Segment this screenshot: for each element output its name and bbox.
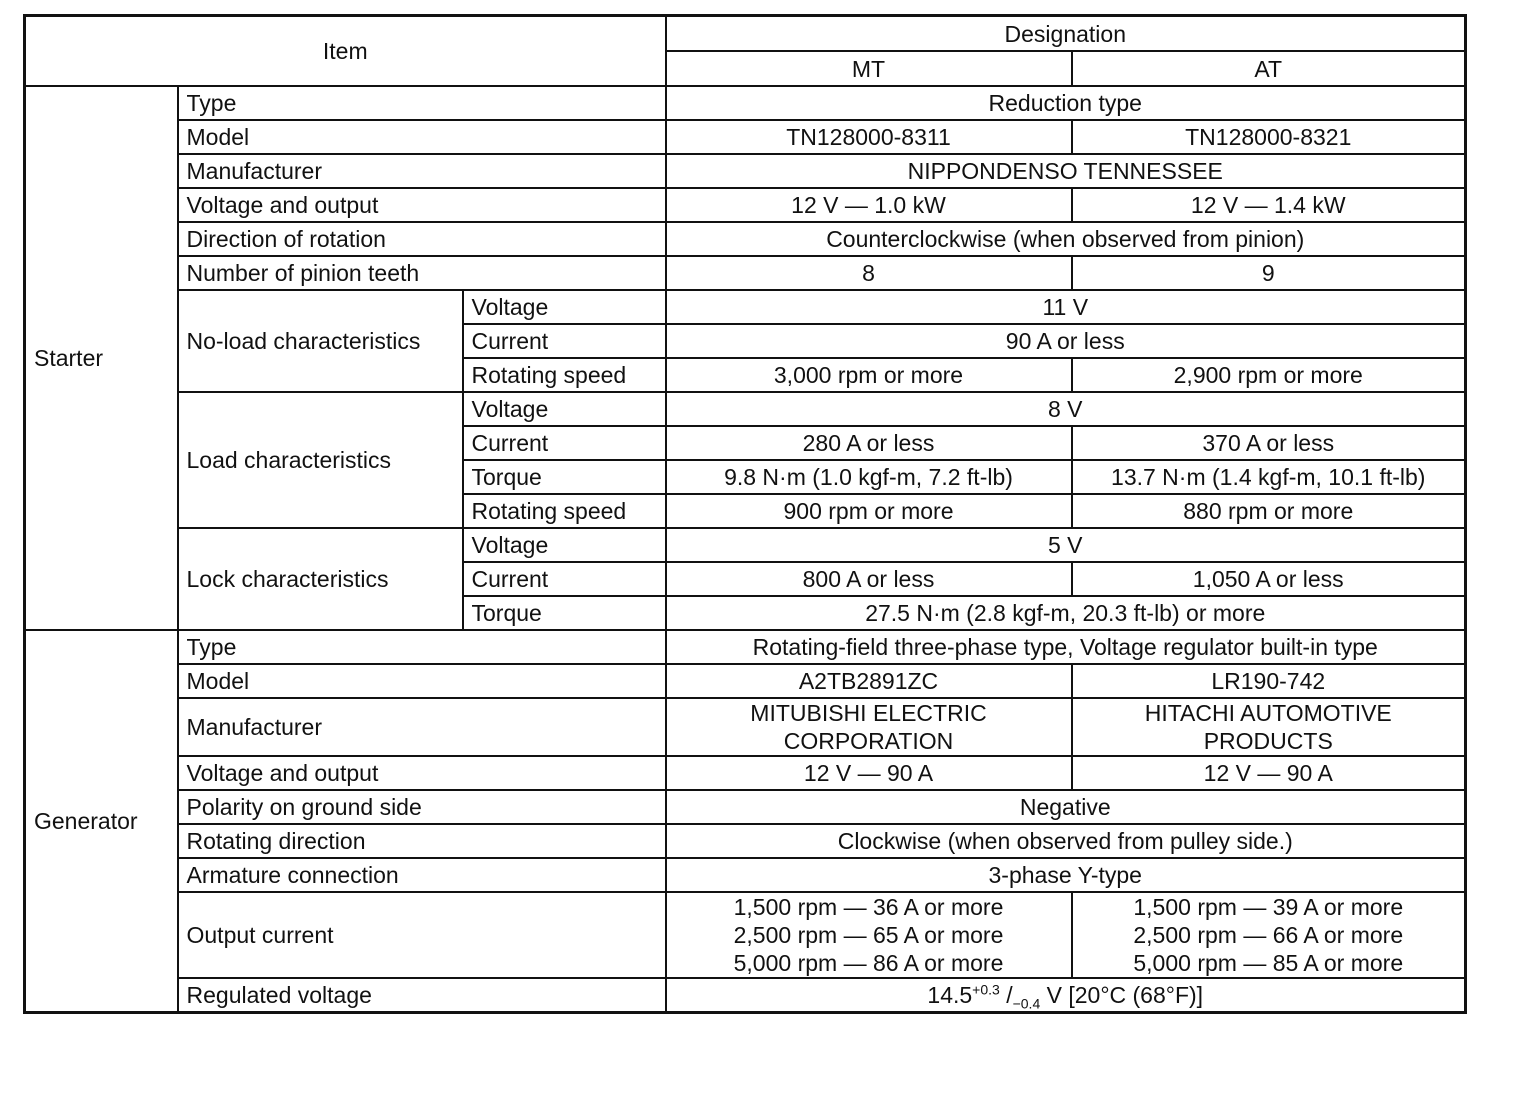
row-value: 8 V bbox=[666, 392, 1466, 426]
mt-manufacturer-line: MITUBISHI ELECTRIC bbox=[750, 700, 987, 726]
at-value: 370 A or less bbox=[1072, 426, 1466, 460]
table-row bbox=[25, 154, 1466, 188]
table-row bbox=[25, 290, 1466, 324]
table-row bbox=[25, 698, 1466, 756]
row-value: 90 A or less bbox=[666, 324, 1466, 358]
sub-label: Current bbox=[463, 426, 666, 460]
rv-sub: −0.4 bbox=[1012, 995, 1041, 1012]
table-row bbox=[25, 392, 1466, 426]
generator-label: Generator bbox=[25, 630, 178, 1013]
regulated-voltage-value bbox=[666, 978, 1466, 1013]
row-value: 5 V bbox=[666, 528, 1466, 562]
mt-value bbox=[666, 892, 1072, 978]
row-label: Type bbox=[178, 86, 666, 120]
sub-label: Voltage bbox=[463, 392, 666, 426]
sub-label: Current bbox=[463, 562, 666, 596]
table-row bbox=[25, 120, 1466, 154]
table-row bbox=[25, 892, 1466, 978]
row-label: Polarity on ground side bbox=[178, 790, 666, 824]
header-designation: Designation bbox=[666, 16, 1466, 52]
table-row bbox=[25, 664, 1466, 698]
row-label: Armature connection bbox=[178, 858, 666, 892]
rv-suffix: V [20°C (68°F)] bbox=[1040, 982, 1204, 1008]
at-value: LR190-742 bbox=[1072, 664, 1466, 698]
table-row bbox=[25, 222, 1466, 256]
row-label: Regulated voltage bbox=[178, 978, 666, 1013]
sub-label: Voltage bbox=[463, 290, 666, 324]
group-label: No-load characteristics bbox=[178, 290, 463, 392]
sub-label: Rotating speed bbox=[463, 494, 666, 528]
row-value: Counterclockwise (when observed from pinion) bbox=[666, 222, 1466, 256]
row-value: NIPPONDENSO TENNESSEE bbox=[666, 154, 1466, 188]
header-row bbox=[25, 16, 1466, 52]
row-label: Rotating direction bbox=[178, 824, 666, 858]
sub-label: Voltage bbox=[463, 528, 666, 562]
row-value: Reduction type bbox=[666, 86, 1466, 120]
table-row bbox=[25, 86, 1466, 120]
row-value: Clockwise (when observed from pulley side.) bbox=[666, 824, 1466, 858]
row-value: Rotating-field three-phase type, Voltage regulator built-in type bbox=[666, 630, 1466, 664]
row-value: Negative bbox=[666, 790, 1466, 824]
mt-output-line: 1,500 rpm — 36 A or more bbox=[733, 894, 1004, 920]
mt-value: 12 V — 1.0 kW bbox=[666, 188, 1072, 222]
mt-output-line: 2,500 rpm — 65 A or more bbox=[733, 922, 1004, 948]
at-value bbox=[1072, 698, 1466, 756]
mt-manufacturer-line: CORPORATION bbox=[783, 728, 954, 754]
table-row bbox=[25, 756, 1466, 790]
sub-label: Current bbox=[463, 324, 666, 358]
at-value: 13.7 N·m (1.4 kgf-m, 10.1 ft-lb) bbox=[1072, 460, 1466, 494]
table-row bbox=[25, 188, 1466, 222]
rv-sup: +0.3 bbox=[972, 981, 1000, 998]
at-value: 12 V — 90 A bbox=[1072, 756, 1466, 790]
at-value bbox=[1072, 892, 1466, 978]
at-value: TN128000-8321 bbox=[1072, 120, 1466, 154]
starter-label: Starter bbox=[25, 86, 178, 630]
at-value: 1,050 A or less bbox=[1072, 562, 1466, 596]
at-output-line: 5,000 rpm — 85 A or more bbox=[1133, 950, 1404, 976]
mt-output-line: 5,000 rpm — 86 A or more bbox=[733, 950, 1004, 976]
row-label: Number of pinion teeth bbox=[178, 256, 666, 290]
at-value: 2,900 rpm or more bbox=[1072, 358, 1466, 392]
mt-value: TN128000-8311 bbox=[666, 120, 1072, 154]
mt-value: 3,000 rpm or more bbox=[666, 358, 1072, 392]
row-label: Manufacturer bbox=[178, 698, 666, 756]
header-item: Item bbox=[25, 16, 666, 87]
rv-base: 14.5 bbox=[927, 982, 973, 1008]
at-value: 12 V — 1.4 kW bbox=[1072, 188, 1466, 222]
mt-value: 280 A or less bbox=[666, 426, 1072, 460]
row-label: Manufacturer bbox=[178, 154, 666, 188]
row-value: 3-phase Y-type bbox=[666, 858, 1466, 892]
row-label: Type bbox=[178, 630, 666, 664]
mt-value: 900 rpm or more bbox=[666, 494, 1072, 528]
header-at: AT bbox=[1072, 51, 1466, 86]
mt-value: 9.8 N·m (1.0 kgf-m, 7.2 ft-lb) bbox=[666, 460, 1072, 494]
at-output-line: 2,500 rpm — 66 A or more bbox=[1133, 922, 1404, 948]
group-label: Load characteristics bbox=[178, 392, 463, 528]
at-value: 880 rpm or more bbox=[1072, 494, 1466, 528]
row-label: Model bbox=[178, 120, 666, 154]
at-value: 9 bbox=[1072, 256, 1466, 290]
row-label: Output current bbox=[178, 892, 666, 978]
mt-value bbox=[666, 698, 1072, 756]
row-value: 27.5 N·m (2.8 kgf-m, 20.3 ft-lb) or more bbox=[666, 596, 1466, 630]
table-row bbox=[25, 824, 1466, 858]
row-label: Voltage and output bbox=[178, 756, 666, 790]
table-row bbox=[25, 790, 1466, 824]
table-row bbox=[25, 858, 1466, 892]
sub-label: Torque bbox=[463, 596, 666, 630]
at-manufacturer-line: HITACHI AUTOMOTIVE bbox=[1144, 700, 1392, 726]
mt-value: A2TB2891ZC bbox=[666, 664, 1072, 698]
table-row bbox=[25, 256, 1466, 290]
row-value: 11 V bbox=[666, 290, 1466, 324]
at-manufacturer-line: PRODUCTS bbox=[1203, 728, 1333, 754]
sub-label: Rotating speed bbox=[463, 358, 666, 392]
table-row bbox=[25, 528, 1466, 562]
row-label: Direction of rotation bbox=[178, 222, 666, 256]
rv-sep: / bbox=[999, 982, 1013, 1008]
mt-value: 800 A or less bbox=[666, 562, 1072, 596]
specifications-table bbox=[23, 14, 1467, 1014]
row-label: Model bbox=[178, 664, 666, 698]
table-row bbox=[25, 630, 1466, 664]
group-label: Lock characteristics bbox=[178, 528, 463, 630]
sub-label: Torque bbox=[463, 460, 666, 494]
mt-value: 12 V — 90 A bbox=[666, 756, 1072, 790]
mt-value: 8 bbox=[666, 256, 1072, 290]
table-row bbox=[25, 978, 1466, 1013]
row-label: Voltage and output bbox=[178, 188, 666, 222]
header-mt: MT bbox=[666, 51, 1072, 86]
at-output-line: 1,500 rpm — 39 A or more bbox=[1133, 894, 1404, 920]
